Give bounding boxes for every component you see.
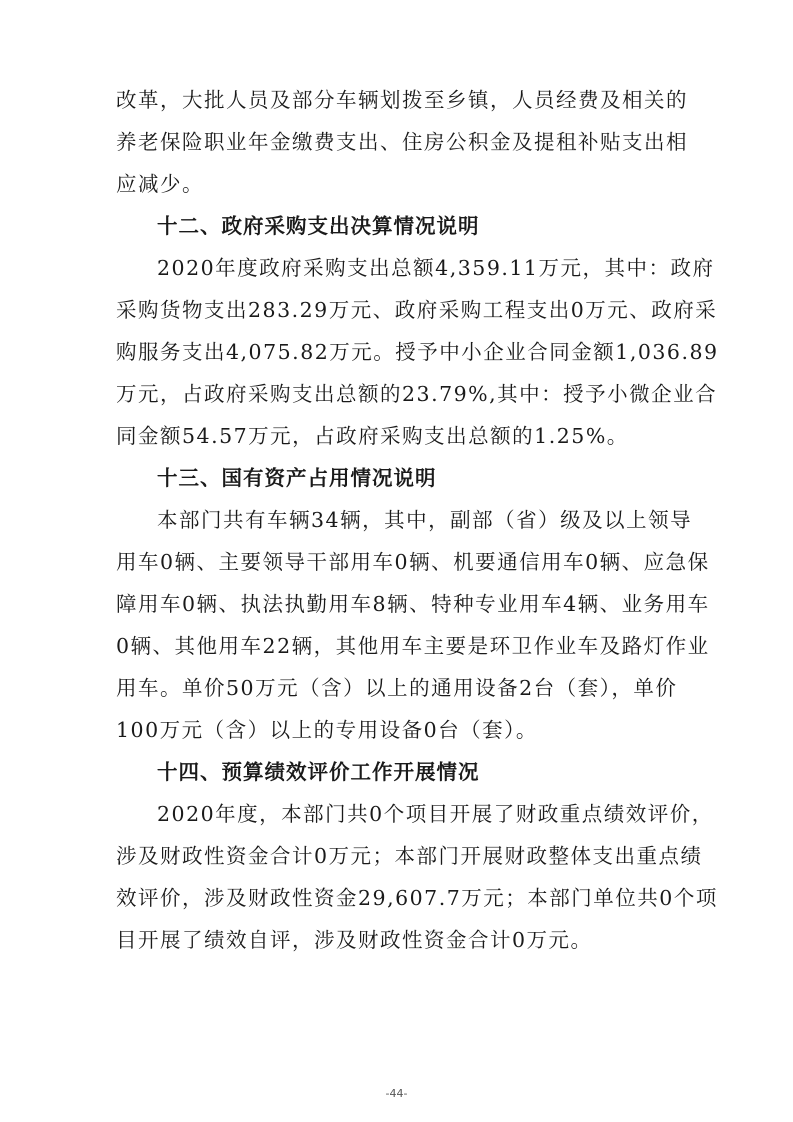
body-text-line: 用车0辆、主要领导干部用车0辆、机要通信用车0辆、应急保	[116, 550, 710, 574]
body-text-line: 效评价，涉及财政性资金29,607.7万元；本部门单位共0个项	[116, 886, 718, 910]
body-text-line: 目开展了绩效自评，涉及财政性资金合计0万元。	[116, 928, 593, 952]
body-text-line: 应减少。	[116, 172, 204, 196]
body-text-line: 障用车0辆、执法执勤用车8辆、特种专业用车4辆、业务用车	[116, 592, 710, 616]
body-text-line: 100万元（含）以上的专用设备0台（套）。	[116, 718, 538, 742]
body-text-line: 2020年度，本部门共0个项目开展了财政重点绩效评价，	[157, 802, 714, 826]
body-text-line: 养老保险职业年金缴费支出、住房公积金及提租补贴支出相	[116, 130, 688, 154]
section-heading-assets: 十三、国有资产占用情况说明	[157, 466, 437, 490]
body-text-line: 0辆、其他用车22辆，其他用车主要是环卫作业车及路灯作业	[116, 634, 710, 658]
page-number: -44-	[385, 1087, 408, 1100]
body-text-line: 采购货物支出283.29万元、政府采购工程支出0万元、政府采	[116, 298, 718, 322]
body-text-line: 用车。单价50万元（含）以上的通用设备2台（套），单价	[116, 676, 678, 700]
body-text-line: 同金额54.57万元，占政府采购支出总额的1.25%。	[116, 424, 629, 448]
body-text-line: 万元，占政府采购支出总额的23.79%,其中：授予小微企业合	[116, 382, 718, 406]
body-text-line: 改革，大批人员及部分车辆划拨至乡镇，人员经费及相关的	[116, 88, 688, 112]
body-text-line: 涉及财政性资金合计0万元；本部门开展财政整体支出重点绩	[116, 844, 703, 868]
section-heading-procurement: 十二、政府采购支出决算情况说明	[157, 214, 480, 238]
section-heading-performance: 十四、预算绩效评价工作开展情况	[157, 760, 480, 784]
body-text-line: 购服务支出4,075.82万元。授予中小企业合同金额1,036.89	[116, 340, 719, 364]
body-text-line: 2020年度政府采购支出总额4,359.11万元，其中：政府	[157, 256, 715, 280]
body-text-line: 本部门共有车辆34辆，其中，副部（省）级及以上领导	[157, 508, 693, 532]
